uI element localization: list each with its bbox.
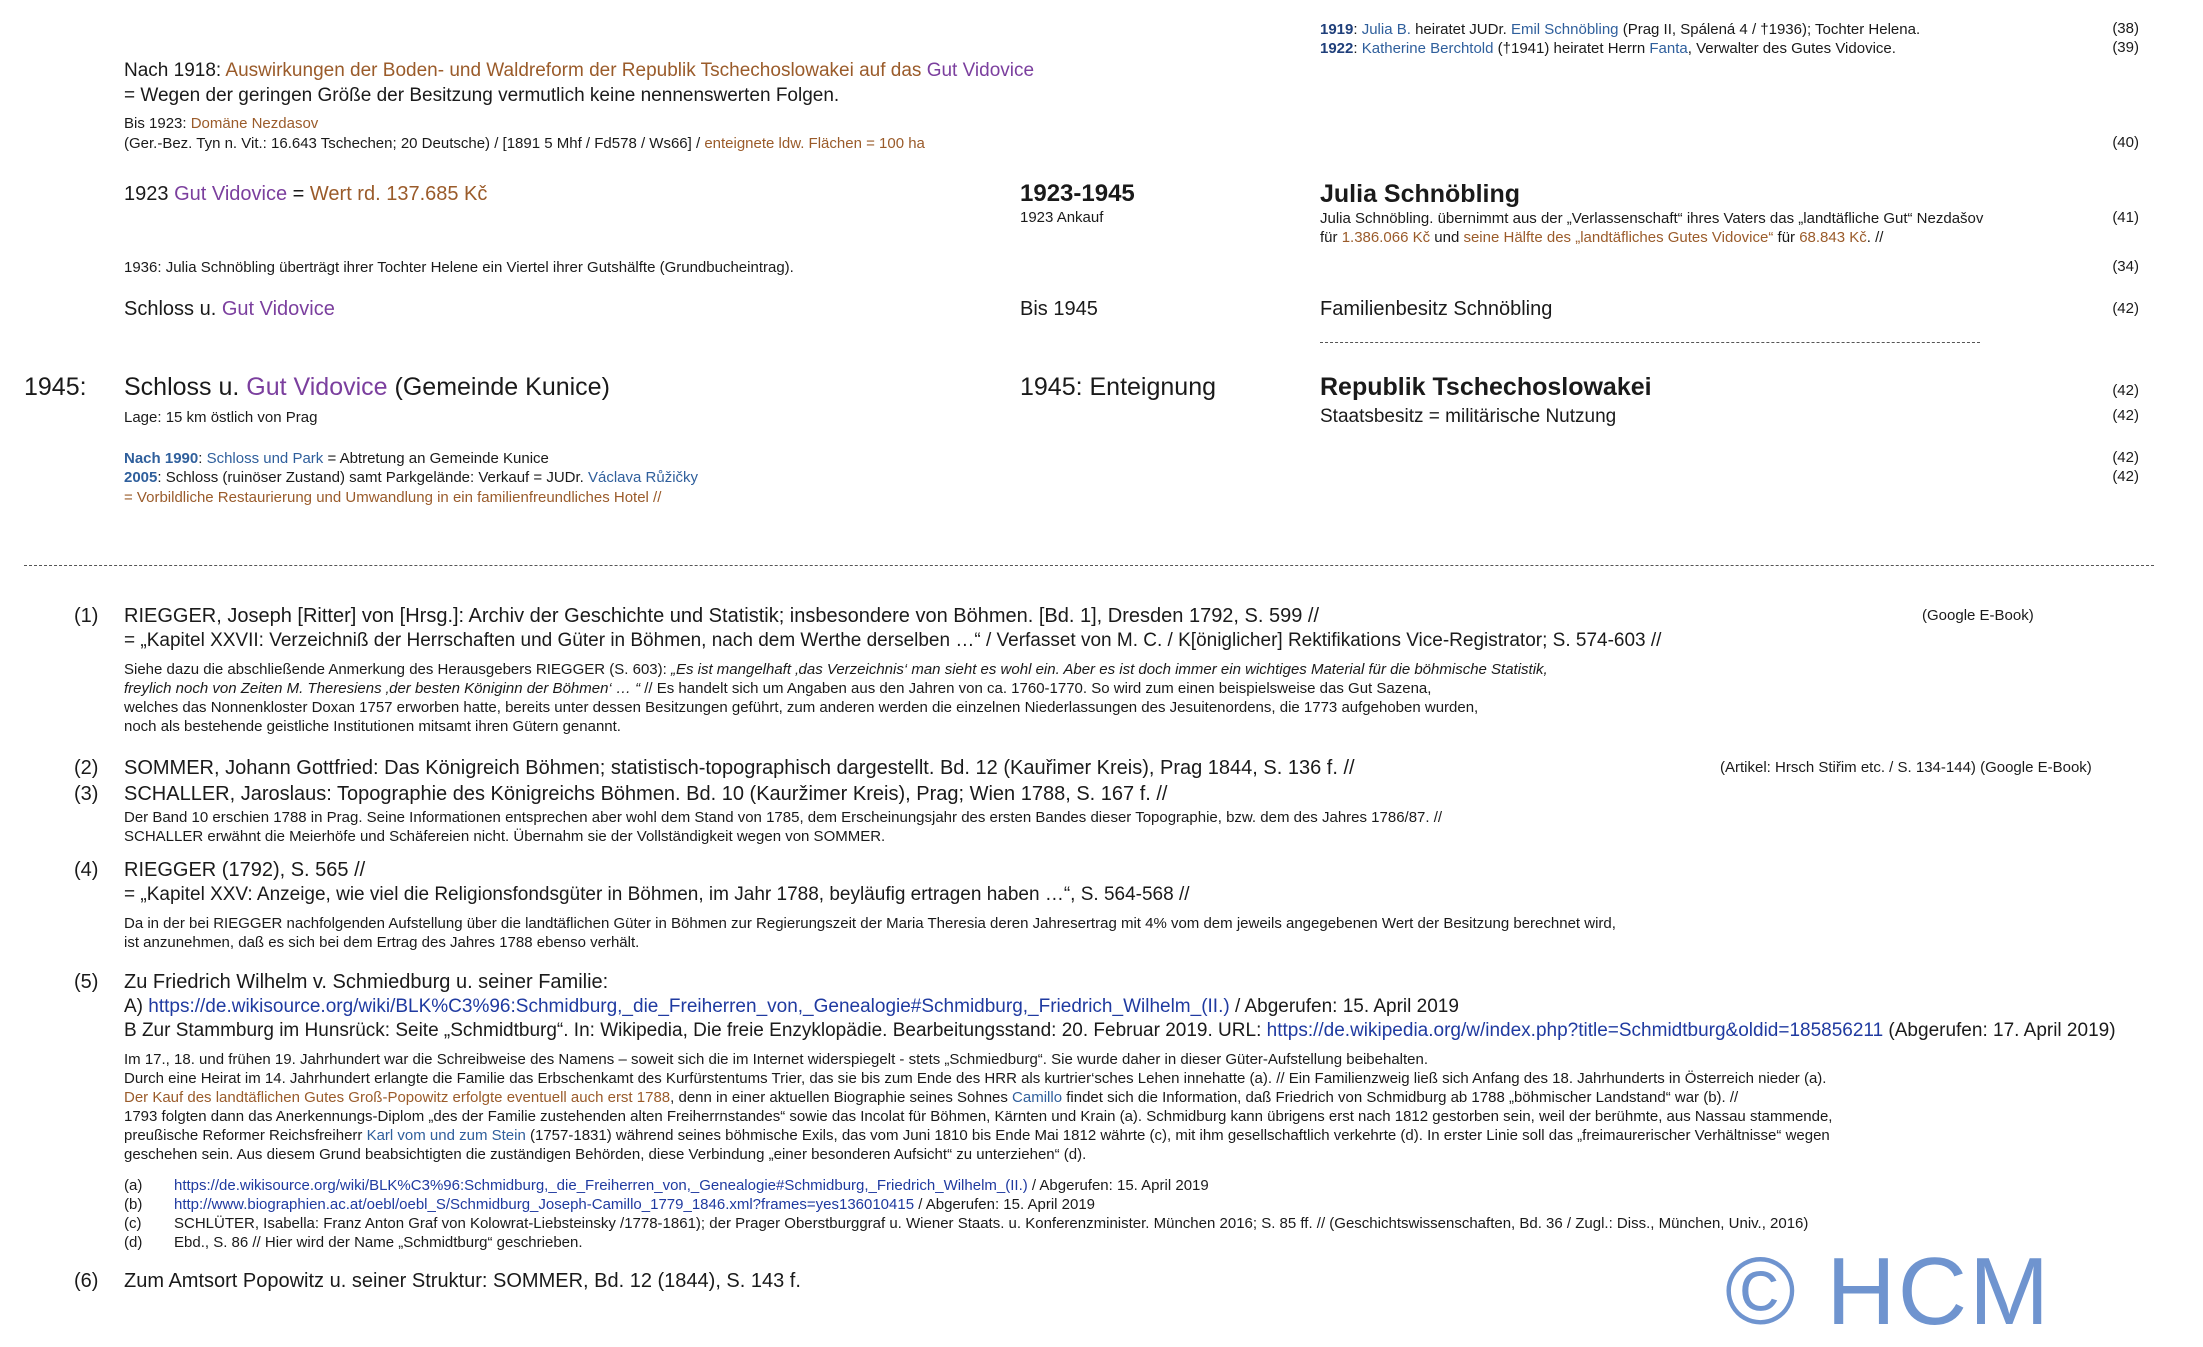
period-1923-1945: 1923-1945 bbox=[1020, 180, 1135, 207]
footnote-1-note-1: Siehe dazu die abschließende Anmerkung des Herausgebers RIEGGER (S. 603): „Es ist mangelhaft ‚das Verzeichnis‘ man sieht es wohl ein. Aber es ist doch immer ein wichtiges Material für die böhmische Statistik, bbox=[124, 661, 1548, 678]
footnote-5-label-b: (b) bbox=[124, 1196, 143, 1213]
footnote-5-ref-b: http://www.biographien.ac.at/oebl/oebl_S/Schmidburg_Joseph-Camillo_1779_1846.xml?frames=yes136010415 / Abgerufen: 15. April 2019 bbox=[174, 1196, 1096, 1213]
wikipedia-link[interactable]: https://de.wikipedia.org/w/index.php?title=Schmidtburg&oldid=185856211 bbox=[1266, 1020, 1884, 1041]
owner-julia-note-1: Julia Schnöbling. übernimmt aus der „Verlassenschaft“ ihres Vaters das „landtäfliche Gut“ Nezdašov bbox=[1320, 210, 1984, 227]
ref-39: (39) bbox=[2112, 39, 2139, 56]
period-1923-sub: 1923 Ankauf bbox=[1020, 209, 1104, 226]
footnote-2-source: (Artikel: Hrsch Stiřim etc. / S. 134-144) (Google E-Book) bbox=[1720, 759, 2092, 776]
wikisource-link-a[interactable]: https://de.wikisource.org/wiki/BLK%C3%96:Schmidburg,_die_Freiherren_von,_Genealogie#Schmidburg,_Friedrich_Wilhelm_(II.) bbox=[174, 1177, 1028, 1194]
period-1945-enteignung: 1945: Enteignung bbox=[1020, 373, 1217, 401]
bis-1923-line: Bis 1923: Domäne Nezdasov bbox=[124, 115, 319, 132]
footnote-5-note-1: Im 17., 18. und frühen 19. Jahrhundert war die Schreibweise des Namens – soweit sich die im Internet widerspiegelt - stets „Schmiedburg“. Sie wurde daher in dieser Güter-Aufstellung beibehalten. bbox=[124, 1051, 1429, 1068]
footnote-3-note-2: SCHALLER erwähnt die Meierhöfe und Schäfereien nicht. Übernahm sie der Vollständigkeit wegen von SOMMER. bbox=[124, 828, 886, 845]
footnote-5-number: (5) bbox=[74, 971, 99, 993]
footnote-4-sub: = „Kapitel XXV: Anzeige, wie viel die Religionsfondsgüter in Böhmen, im Jahr 1788, beyläufig ertragen haben …“, S. 564-568 // bbox=[124, 884, 1190, 905]
row-1923-estate: 1923 Gut Vidovice = Wert rd. 137.685 Kč bbox=[124, 183, 488, 205]
footnote-4-note-2: ist anzunehmen, daß es sich bei dem Ertrag des Jahres 1788 ebenso verhält. bbox=[124, 934, 640, 951]
ref-42-b: (42) bbox=[2112, 382, 2139, 399]
footnote-1-note-2: freylich noch von Zeiten M. Theresiens ‚der besten Königinn der Böhmen‘ … “ // Es handelt sich um Angaben aus den Jahren von ca. 1760-1770. So wird zum einen beispielsweise das Gut Sazena, bbox=[124, 680, 1432, 697]
ref-42-c: (42) bbox=[2112, 407, 2139, 424]
entry-1919: 1919: Julia B. heiratet JUDr. Emil Schnöbling (Prag II, Spálená 4 / †1936); Tochter Helena. bbox=[1320, 21, 1921, 38]
footnote-5-main: Zu Friedrich Wilhelm v. Schmiedburg u. seiner Familie: bbox=[124, 971, 609, 993]
footnote-1-main: RIEGGER, Joseph [Ritter] von [Hrsg.]: Archiv der Geschichte und Statistik; insbesondere von Böhmen. [Bd. 1], Dresden 1792, S. 599 // bbox=[124, 605, 1320, 627]
year-1945: 1945: bbox=[24, 373, 87, 401]
owner-republik: Republik Tschechoslowakei bbox=[1320, 373, 1652, 401]
entry-1922: 1922: Katherine Berchtold (†1941) heiratet Herrn Fanta, Verwalter des Gutes Vidovice. bbox=[1320, 40, 1896, 57]
biographien-link[interactable]: http://www.biographien.ac.at/oebl/oebl_S/Schmidburg_Joseph-Camillo_1779_1846.xml?frames=yes136010415 bbox=[174, 1196, 915, 1213]
footnote-6-number: (6) bbox=[74, 1270, 99, 1292]
footnote-5-ref-d: Ebd., S. 86 // Hier wird der Name „Schmidtburg“ geschrieben. bbox=[174, 1234, 583, 1251]
footnote-5-note-2: Durch eine Heirat im 14. Jahrhundert erlangte die Familie das Erbschenkamt des Kurfürstentums Trier, das sie bis zum Ende des HRR als kurtrier‘sches Lehen innehatte (a). // Ein Familienzweig ließ sich Anfang des 18. Jahrhunderts in Österreich nieder (a). bbox=[124, 1070, 1827, 1087]
nach-1918-heading: Nach 1918: Auswirkungen der Boden- und Waldreform der Republik Tschechoslowakei auf das Gut Vidovice bbox=[124, 60, 1035, 81]
ref-42-d: (42) bbox=[2112, 449, 2139, 466]
divider-footnotes bbox=[24, 565, 2154, 566]
divider-short bbox=[1320, 342, 1980, 343]
footnote-5-a: A) https://de.wikisource.org/wiki/BLK%C3%96:Schmidburg,_die_Freiherren_von,_Genealogie#Schmidburg,_Friedrich_Wilhelm_(II.) / Abgerufen: 15. April 2019 bbox=[124, 996, 1459, 1017]
footnote-5-ref-c: SCHLÜTER, Isabella: Franz Anton Graf von Kolowrat-Liebsteinsky /1778-1861); der Prager Oberstburggraf u. Wiener Staats. u. Konferenzminister. München 2016; S. 85 ff. // (Geschichtswissenschaften, Bd. 36 / Zugl.: Diss., München, Univ., 2016) bbox=[174, 1215, 1809, 1232]
footnote-5-note-6: geschehen sein. Aus diesem Grund beabsichtigten die zuständigen Behörden, diese Verbindung „einer besonderen Aufsicht“ zu unterziehen“ (d). bbox=[124, 1146, 1087, 1163]
footnote-2-number: (2) bbox=[74, 757, 99, 779]
owner-familienbesitz: Familienbesitz Schnöbling bbox=[1320, 298, 1553, 320]
nach-1990: Nach 1990: Schloss und Park = Abtretung an Gemeinde Kunice bbox=[124, 450, 549, 467]
footnote-4-main: RIEGGER (1792), S. 565 // bbox=[124, 859, 366, 881]
footnote-2-main: SOMMER, Johann Gottfried: Das Königreich Böhmen; statistisch-topographisch dargestellt. Bd. 12 (Kauřimer Kreis), Prag 1844, S. 136 f. // bbox=[124, 757, 1355, 779]
footnote-5-label-d: (d) bbox=[124, 1234, 143, 1251]
footnote-5-b: B Zur Stammburg im Hunsrück: Seite „Schmidtburg“. In: Wikipedia, Die freie Enzyklopädie. Bearbeitungsstand: 20. Februar 2019. URL: https://de.wikipedia.org/w/index.php?title=Schmidtburg&oldid=185856211 (Abgerufen: 17. April 2019) bbox=[124, 1020, 2116, 1041]
row-1936: 1936: Julia Schnöbling überträgt ihrer Tochter Helene ein Viertel ihrer Gutshälfte (Grundbucheintrag). bbox=[124, 259, 794, 276]
hcm-watermark: © HCM bbox=[1725, 1238, 2052, 1345]
footnote-3-note-1: Der Band 10 erschien 1788 in Prag. Seine Informationen entsprechen aber wohl dem Stand von 1785, dem Erscheinungsjahr des ersten Bandes dieser Topographie, bzw. dem des Jahres 1786/87. // bbox=[124, 809, 1443, 826]
footnote-5-label-a: (a) bbox=[124, 1177, 143, 1194]
footnote-1-note-3: welches das Nonnenkloster Doxan 1757 erworben hatte, bereits unter dessen Besitzungen geführt, zum anderen werden die einzelnen Niederlassungen des Jesuitenordens, die 1773 aufgehoben wurden, bbox=[124, 699, 1479, 716]
lage: Lage: 15 km östlich von Prag bbox=[124, 409, 318, 426]
footnote-1-source: (Google E-Book) bbox=[1922, 607, 2034, 624]
footnote-1-number: (1) bbox=[74, 605, 99, 627]
entry-2005: 2005: Schloss (ruinöser Zustand) samt Parkgelände: Verkauf = JUDr. Václava Růžičky bbox=[124, 469, 699, 486]
ref-40: (40) bbox=[2112, 134, 2139, 151]
nach-1918-note: = Wegen der geringen Größe der Besitzung vermutlich keine nennenswerten Folgen. bbox=[124, 85, 840, 106]
footnote-5-ref-a: https://de.wikisource.org/wiki/BLK%C3%96:Schmidburg,_die_Freiherren_von,_Genealogie#Schmidburg,_Friedrich_Wilhelm_(II.) / Abgerufen: 15. April 2019 bbox=[174, 1177, 1209, 1194]
ref-42-e: (42) bbox=[2112, 468, 2139, 485]
owner-republik-sub: Staatsbesitz = militärische Nutzung bbox=[1320, 406, 1617, 427]
footnote-4-note-1: Da in der bei RIEGGER nachfolgenden Aufstellung über die landtäflichen Güter in Böhmen zur Regierungszeit der Maria Theresia deren Jahresertrag mit 4% vom dem jeweils angegebenen Wert der Besitzung berechnet wird, bbox=[124, 915, 1616, 932]
footnote-4-number: (4) bbox=[74, 859, 99, 881]
footnote-1-sub: = „Kapitel XXVII: Verzeichniß der Herrschaften und Güter in Böhmen, nach dem Werthe derselben …“ / Verfasset von M. C. / K[öniglicher] Rektifikations Vice-Registrator; S. 574-603 // bbox=[124, 630, 1662, 651]
wikisource-link[interactable]: https://de.wikisource.org/wiki/BLK%C3%96:Schmidburg,_die_Freiherren_von,_Genealogie#Schmidburg,_Friedrich_Wilhelm_(II.) bbox=[148, 996, 1230, 1017]
footnote-5-note-5: preußische Reformer Reichsfreiherr Karl vom und zum Stein (1757-1831) während seines böhmische Exils, das vom Juni 1810 bis Ende Mai 1812 währte (c), mit ihm gesellschaftlich verkehrte (d). In erster Linie soll das „freimaurerischer Verhältnisse“ wegen bbox=[124, 1127, 1830, 1144]
period-bis-1945: Bis 1945 bbox=[1020, 298, 1098, 320]
row-bis-1945-estate: Schloss u. Gut Vidovice bbox=[124, 298, 335, 320]
hotel-note: = Vorbildliche Restaurierung und Umwandlung in ein familienfreundliches Hotel // bbox=[124, 489, 662, 506]
footnote-5-label-c: (c) bbox=[124, 1215, 142, 1232]
footnote-3-main: SCHALLER, Jaroslaus: Topographie des Königreichs Böhmen. Bd. 10 (Kauržimer Kreis), Prag; Wien 1788, S. 167 f. // bbox=[124, 783, 1168, 805]
footnote-6-main: Zum Amtsort Popowitz u. seiner Struktur: SOMMER, Bd. 12 (1844), S. 143 f. bbox=[124, 1270, 801, 1292]
footnote-1-note-4: noch als bestehende geistliche Institutionen mitsamt ihren Gütern genannt. bbox=[124, 718, 621, 735]
owner-julia: Julia Schnöbling bbox=[1320, 180, 1521, 208]
footnote-5-note-3: Der Kauf des landtäflichen Gutes Groß-Popowitz erfolgte eventuell auch erst 1788, denn in einer aktuellen Biographie seines Sohnes Camillo findet sich die Information, daß Friedrich von Schmidburg ab 1788 „böhmischer Landstand“ war (b). // bbox=[124, 1089, 1739, 1106]
owner-julia-note-2: für 1.386.066 Kč und seine Hälfte des „landtäfliches Gutes Vidovice“ für 68.843 Kč. // bbox=[1320, 229, 1884, 246]
row-1945-estate: Schloss u. Gut Vidovice (Gemeinde Kunice) bbox=[124, 373, 610, 401]
ref-42-a: (42) bbox=[2112, 300, 2139, 317]
bis-1923-details: (Ger.-Bez. Tyn n. Vit.: 16.643 Tschechen; 20 Deutsche) / [1891 5 Mhf / Fd578 / Ws66] / enteignete ldw. Flächen = 100 ha bbox=[124, 135, 925, 152]
footnote-3-number: (3) bbox=[74, 783, 99, 805]
ref-34: (34) bbox=[2112, 258, 2139, 275]
ref-38: (38) bbox=[2112, 20, 2139, 37]
footnote-5-note-4: 1793 folgten dann das Anerkennungs-Diplom „des der Familie zustehenden alten Freiherrnstandes“ sowie das Incolat für Böhmen, Kärnten und Krain (a). Schmidburg kann übrigens erst nach 1812 gestorben sein, weil der berühmte, aus Nassau stammende, bbox=[124, 1108, 1833, 1125]
ref-41: (41) bbox=[2112, 209, 2139, 226]
